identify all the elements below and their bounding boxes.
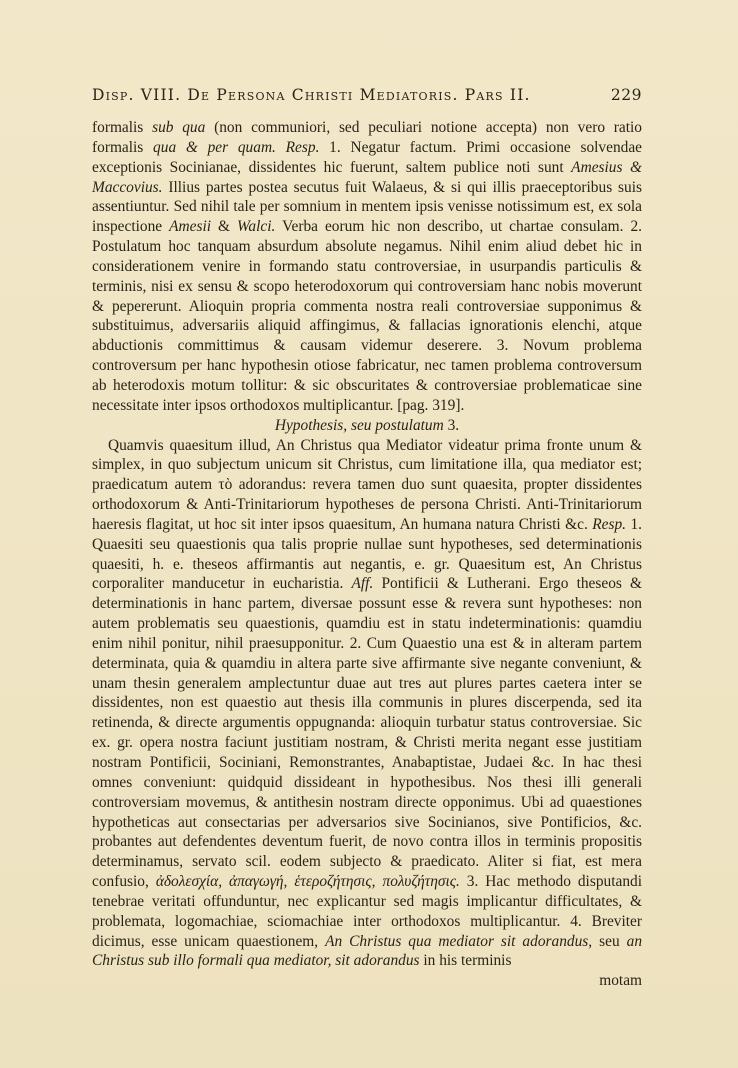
italic-text-run: Walci. xyxy=(237,218,276,236)
italic-text-run: qua & per quam. Resp. xyxy=(153,138,320,156)
page-number: 229 xyxy=(610,86,642,104)
text-run: 1. Quaesiti seu quaestionis qua talis proprie nullae sunt hypotheses, sed determinationis quaesiti, h. e. theseos affirmantis aut negantis, e. gr. Quaesitum est, An Christus corporaliter manducetur in eucharistia. xyxy=(92,515,643,593)
catchword: motam xyxy=(599,972,642,990)
italic-text-run: An Christus qua mediator sit adorandus, xyxy=(325,932,593,950)
subheading-label: Hypothesis, seu postulatum xyxy=(274,416,444,434)
italic-text-run: Amesii xyxy=(169,218,211,236)
italic-text-run: ἀδολεσχία, ἀπαγωγή, ἑτεροζήτησις, πολυζήτησις. xyxy=(155,873,460,891)
text-run: & xyxy=(211,218,237,236)
italic-text-run: Amesius & Maccovius. xyxy=(92,158,642,196)
text-run: in his terminis xyxy=(419,952,512,970)
text-run: 3. Hac methodo disputandi tenebrae veritati offunduntur, nec explicantur sed magis implicantur difficultates, & problemata, logomachiae, sciomachiae inter orthodoxos multiplicantur. 4. Breviter dicimus, esse unicam quaestionem, xyxy=(92,873,642,950)
subheading-number: 3. xyxy=(443,416,460,434)
paragraph-2 xyxy=(92,436,642,972)
text-run: 1. Negatur factum. Primi occasione solvendae exceptionis Socinianae, dissidentes hic fuerunt, saltem publice noti sunt xyxy=(92,138,643,176)
text-run: Verba eorum hic non describo, ut chartae consulam. 2. Postulatum hoc tanquam absurdum absolute negamus. Nihil enim aliud debet hic in considerationem venire in formando statu controversiae, in usurpandis particulis & terminis, nisi ex sensu & scopo heterodoxorum qui controversiam hanc nobis moverunt & pepererunt. Alioquin propria commenta nostra reali controversiae supponimus & substituimus, adversariis aliquid affingimus, & fallacias ignorationis elenchi, atque abductionis committimus & causam videmur deserere. 3. Novum problema controversum per hanc hypothesin otiose fabricatur, nec tamen problema controversum ab heterodoxis motum tollitur: & sic obscuritates & controversiae problematicae sine necessitate inter ipsos orthodoxos multiplicantur. [pag. 319]. xyxy=(92,218,642,414)
italic-text-run: an Christus sub illo formali qua mediator, sit adorandus xyxy=(92,932,643,970)
running-header xyxy=(92,86,642,108)
text-run: (non communiori, sed peculiari notione accepta) non vero ratio formalis xyxy=(92,119,643,156)
italic-text-run: sub qua xyxy=(152,119,206,136)
subheading xyxy=(92,416,642,436)
text-run: Quamvis quaesitum illud, An Christus qua Mediator videatur prima fronte unum & simplex, in quo subjectum unicum sit Christus, cum limitatione illa, qua mediator est; praedicatum autem τὸ adorandus: revera tamen duo sunt quaesita, propter dissidentes orthodoxorum & Anti-Trinitariorum hypotheses de persona Christi. Anti-Trinitariorum haeresis flagitat, ut hoc sit inter ipsos quaesitum, An humana natura Christi &c. xyxy=(92,436,642,533)
header-title: Disp. VIII. De Persona Christi Mediatoris. Pars II. xyxy=(92,86,531,104)
text-run: Pontificii & Lutherani. Ergo theseos & determinationis in hanc partem, diversae possunt esse & revera sunt hypotheses: non autem problematis seu quaestionis, quamdiu est in statu indeterminationis: quamdiu enim nihil ponitur, nihil praesupponitur. 2. Cum Quaestio una est & in alteram partem determinata, quia & quamdiu in altera parte sive affirmante sive negante conveniunt, & unam thesin generalem amplectuntur duae aut tres aut plures partes caetera inter se dissidentes, non est quaestio aut thesis illa communis in plures discerpenda, sed ita retinenda, & directe argumentis oppugnanda: alioquin turbatur status controversiae. Sic ex. gr. opera nostra faciunt justitiam nostram, & Christi merita negant esse justitiam nostram Pontificii, Sociniani, Remonstrantes, Anabaptistae, Judaei &c. In hac thesi omnes conveniunt: quidquid dissideant in hypothesibus. Nos thesi illi generali controversiam movemus, & antithesin nostram directe opponimus. Ubi ad quaestiones hypotheticas aut consectarias per adversarios sive Socinianos, sive Pontificios, &c. probantes aut defendentes deventum fuerit, de novo contra illos in terminis propositis determinamus, servato scil. eodem subjecto & praedicato. Aliter si fiat, est mera confusio, xyxy=(92,575,642,891)
body-text xyxy=(92,118,642,991)
italic-text-run: Resp. xyxy=(592,515,627,533)
text-run: formalis xyxy=(92,119,153,136)
text-run: Illius partes postea secutus fuit Walaeus, & si qui illis praeceptoribus suis assentiuntur. Sed nihil tale per somnium in mentem ipsis venisse notissimum est, ex sola inspectione xyxy=(92,178,642,236)
paragraph-1 xyxy=(92,118,642,416)
text-run: seu xyxy=(592,932,627,950)
italic-text-run: Aff. xyxy=(351,575,374,593)
